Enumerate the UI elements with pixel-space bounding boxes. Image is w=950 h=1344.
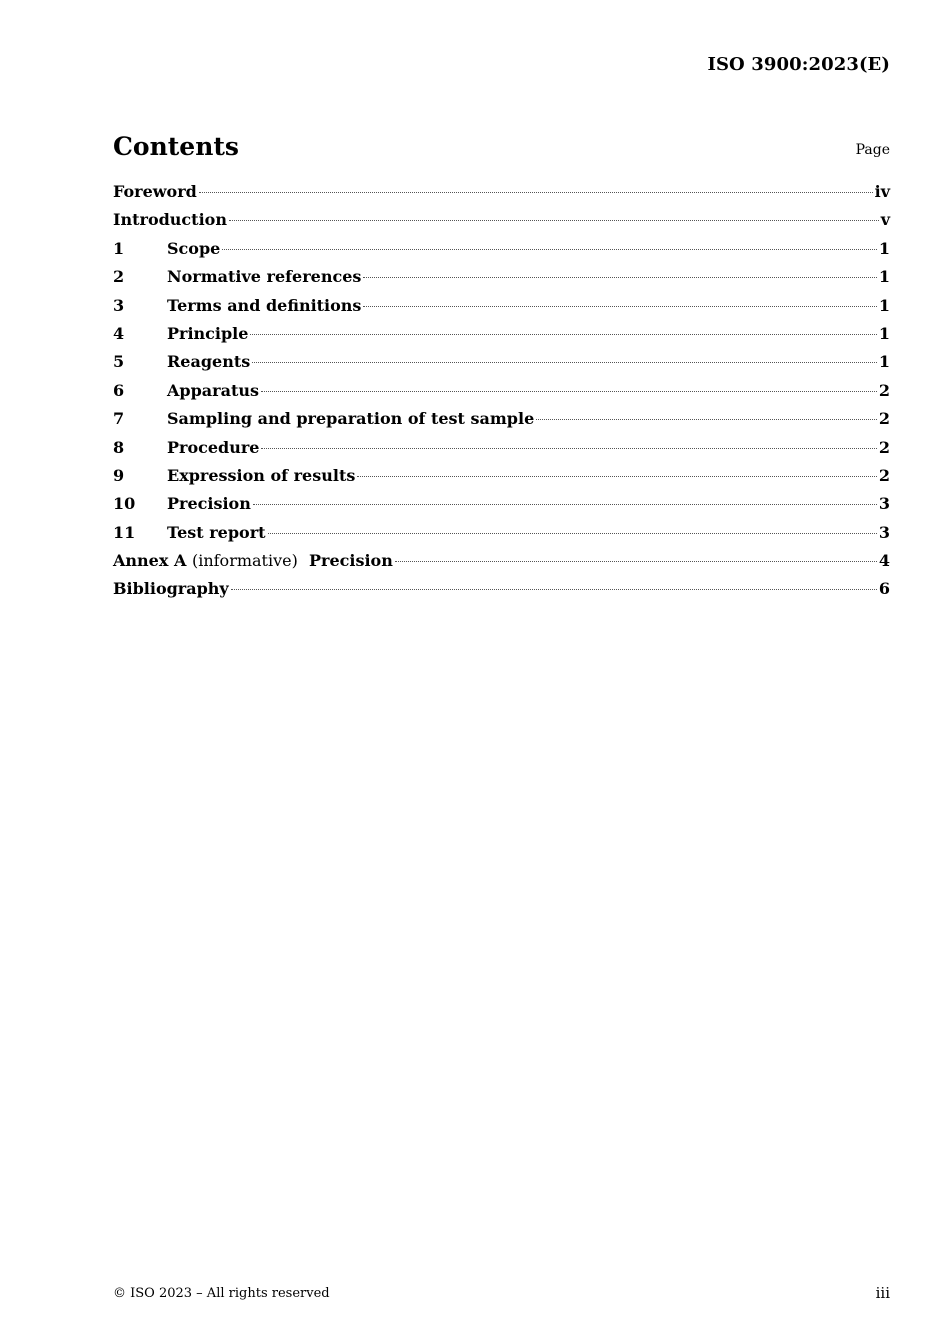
toc-entry-normative-references[interactable] <box>113 267 890 295</box>
dot-leader <box>222 249 877 250</box>
toc-entry-bibliography[interactable] <box>113 579 890 607</box>
toc-entry-title: Principle <box>167 323 249 343</box>
dot-leader <box>363 277 876 278</box>
dot-leader <box>250 334 876 335</box>
dot-leader <box>253 504 877 505</box>
dot-leader <box>229 220 879 221</box>
annex-note: (informative) <box>191 551 298 571</box>
toc-entry-title: Reagents <box>167 352 251 372</box>
footer-page-number: iii <box>875 1284 890 1302</box>
dot-leader <box>357 476 877 477</box>
dot-leader <box>231 589 877 590</box>
toc-entry-terms-and-definitions[interactable] <box>113 296 890 324</box>
toc-entry-title: Test report <box>167 522 266 542</box>
dot-leader <box>252 362 877 363</box>
toc-entry-principle[interactable] <box>113 324 890 352</box>
toc-entry-page: 2 <box>878 380 890 400</box>
toc-entry-procedure[interactable] <box>113 438 890 466</box>
toc-entry-number: 7 <box>113 409 125 429</box>
toc-entry-foreword[interactable] <box>113 182 890 210</box>
toc-entry-introduction[interactable] <box>113 210 890 238</box>
page-column-label: Page <box>855 142 890 158</box>
toc-entry-number: 11 <box>113 522 136 542</box>
toc-entry-sampling[interactable] <box>113 409 890 437</box>
toc-entry-number: 9 <box>113 465 125 485</box>
annex-title: Precision <box>308 551 393 571</box>
toc-entry-title: Precision <box>167 494 251 514</box>
toc-entry-number: 4 <box>113 323 125 343</box>
toc-entry-page: 1 <box>878 352 890 372</box>
toc-entry-page: 1 <box>878 295 890 315</box>
toc-entry-number: 5 <box>113 352 125 372</box>
toc-entry-page: 6 <box>878 579 890 599</box>
toc-entry-page: 1 <box>878 323 890 343</box>
toc-entry-number: 6 <box>113 380 125 400</box>
toc-entry-number: 8 <box>113 437 125 457</box>
footer-copyright: © ISO 2023 – All rights reserved <box>113 1286 330 1301</box>
toc-entry-annex-a[interactable] <box>113 551 890 579</box>
toc-entry-title: Sampling and preparation of test sample <box>167 409 535 429</box>
toc-entry-title: Scope <box>167 238 221 258</box>
toc-entry-page: 1 <box>878 238 890 258</box>
toc-entry-page: 2 <box>878 437 890 457</box>
toc-entry-number: 3 <box>113 295 125 315</box>
toc-entry-title: Apparatus <box>167 380 259 400</box>
toc-entry-title: Expression of results <box>167 465 356 485</box>
toc-entry-page: 2 <box>878 409 890 429</box>
toc-entry-page: 3 <box>878 494 890 514</box>
toc-entry-page: 1 <box>878 267 890 287</box>
dot-leader <box>268 533 877 534</box>
toc-entry-reagents[interactable] <box>113 352 890 380</box>
toc-entry-title: Procedure <box>167 437 260 457</box>
dot-leader <box>395 561 877 562</box>
dot-leader <box>536 419 877 420</box>
toc-entry-expression-of-results[interactable] <box>113 466 890 494</box>
toc-entry-page: 3 <box>878 522 890 542</box>
toc-entry-precision[interactable] <box>113 494 890 522</box>
table-of-contents <box>113 182 890 608</box>
toc-entry-number: 10 <box>113 494 136 514</box>
dot-leader <box>261 391 877 392</box>
document-id: ISO 3900:2023(E) <box>707 54 890 75</box>
toc-entry-title: Bibliography <box>113 579 229 599</box>
toc-entry-page: v <box>880 210 890 230</box>
dot-leader <box>261 448 876 449</box>
dot-leader <box>199 192 873 193</box>
annex-label: Annex A <box>113 551 187 571</box>
contents-heading: Contents <box>113 132 240 161</box>
toc-entry-scope[interactable] <box>113 239 890 267</box>
toc-entry-page: iv <box>874 182 890 201</box>
toc-entry-apparatus[interactable] <box>113 381 890 409</box>
toc-entry-title: Foreword <box>113 182 197 201</box>
toc-entry-page: 2 <box>878 465 890 485</box>
toc-entry-page: 4 <box>878 551 890 571</box>
toc-entry-number: 2 <box>113 267 125 287</box>
toc-entry-number: 1 <box>113 238 125 258</box>
toc-entry-test-report[interactable] <box>113 523 890 551</box>
toc-entry-title: Introduction <box>113 210 227 230</box>
dot-leader <box>363 306 876 307</box>
toc-entry-title: Terms and definitions <box>167 295 362 315</box>
toc-entry-title <box>113 551 393 570</box>
toc-entry-title: Normative references <box>167 267 362 287</box>
